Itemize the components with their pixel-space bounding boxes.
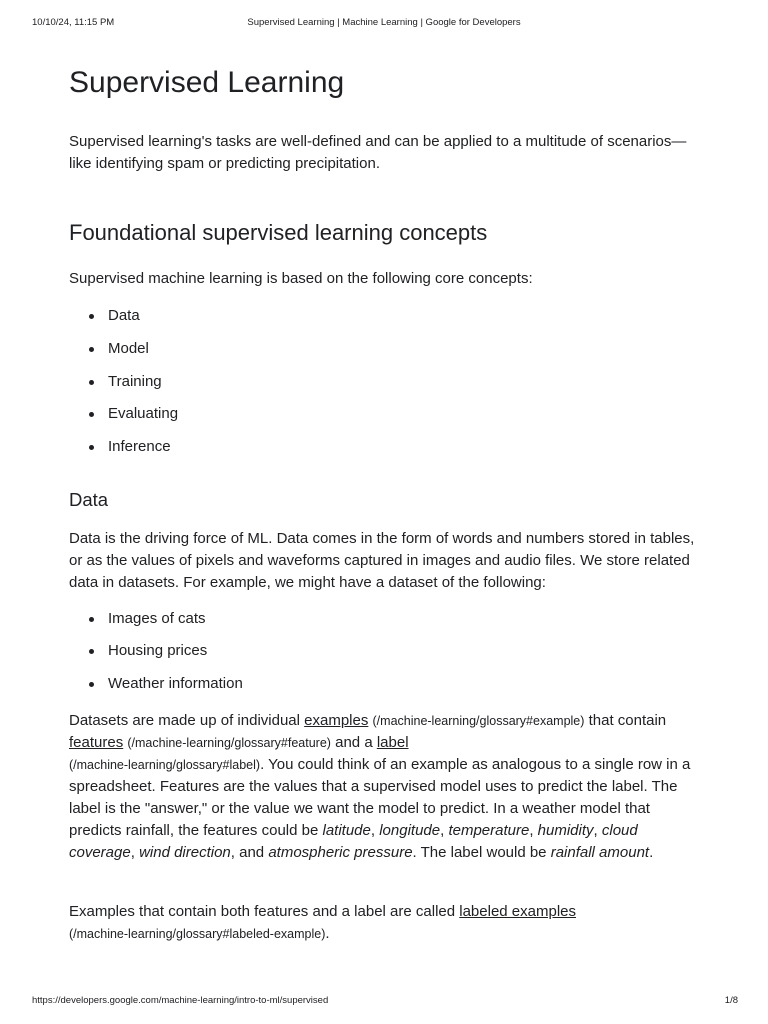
foundational-heading: Foundational supervised learning concepts <box>69 220 488 245</box>
page-title: Supervised Learning <box>69 66 345 99</box>
data-heading: Data <box>69 489 109 510</box>
list-item: Data <box>108 305 140 327</box>
feature-term: humidity <box>537 822 594 839</box>
labeled-examples-link[interactable]: labeled examples <box>459 903 576 920</box>
print-page-title: Supervised Learning | Machine Learning | Google for Developers <box>247 17 521 28</box>
text: Datasets are made up of individual <box>69 712 305 729</box>
label-term: rainfall amount <box>550 844 650 861</box>
data-paragraph: Data is the driving force of ML. Data comes in the form of words and numbers stored in tables, or as the values of pixels and waveforms captured in images and audio files. We store related data in datasets. For example, we might have a dataset of the following: <box>69 530 695 591</box>
text: . The label would be <box>412 844 551 861</box>
feature-term: temperature <box>448 822 530 839</box>
labeled-examples-paragraph <box>69 901 697 945</box>
feature-term: latitude <box>322 822 371 839</box>
text: , <box>593 822 602 839</box>
features-link[interactable]: features <box>69 734 124 751</box>
examples-link-ref: (/machine-learning/glossary#example) <box>372 714 585 728</box>
print-header <box>0 17 768 31</box>
list-item: Housing prices <box>108 640 207 662</box>
text: and a <box>330 734 377 751</box>
print-date: 10/10/24, 11:15 PM <box>32 17 115 28</box>
print-footer <box>0 995 768 1009</box>
feature-term: atmospheric pressure <box>268 844 413 861</box>
labeled-examples-link-ref: (/machine-learning/glossary#labeled-example) <box>69 927 326 941</box>
text: . <box>325 925 330 942</box>
foundational-lead: Supervised machine learning is based on the following core concepts: <box>69 270 533 287</box>
list-item: Evaluating <box>108 403 178 425</box>
examples-paragraph <box>69 710 697 864</box>
feature-term: longitude <box>379 822 441 839</box>
list-item: Weather information <box>108 673 243 695</box>
label-link-ref: (/machine-learning/glossary#label) <box>69 758 261 772</box>
features-link-ref: (/machine-learning/glossary#feature) <box>127 736 331 750</box>
list-item: Images of cats <box>108 608 206 630</box>
text: . <box>649 844 654 861</box>
page-url: https://developers.google.com/machine-learning/intro-to-ml/supervised <box>32 995 329 1006</box>
label-link[interactable]: label <box>376 734 409 751</box>
text: , <box>130 844 140 861</box>
list-item: Inference <box>108 436 171 458</box>
list-item: Model <box>108 338 149 360</box>
text: , and <box>230 844 269 861</box>
text: , <box>440 822 449 839</box>
intro-paragraph: Supervised learning's tasks are well-defined and can be applied to a multitude of scenarios—like identifying spam or predicting precipitation. <box>69 133 687 172</box>
text: . You could think of an example as analogous to a single row in a spreadsheet. Features are the values that a supervised model uses to predict the label. The label is the "answer," or the value we want the model to predict. In a weather model that predicts rainfall, the features could be <box>69 756 691 839</box>
text: Examples that contain both features and a label are called <box>69 903 460 920</box>
text: , <box>529 822 538 839</box>
text: that contain <box>584 712 667 729</box>
examples-link[interactable]: examples <box>304 712 369 729</box>
text: , <box>370 822 380 839</box>
list-item: Training <box>108 371 162 393</box>
page-number: 1/8 <box>724 995 738 1006</box>
feature-term: wind direction <box>139 844 231 861</box>
feature-term: cloud coverage <box>69 822 638 861</box>
